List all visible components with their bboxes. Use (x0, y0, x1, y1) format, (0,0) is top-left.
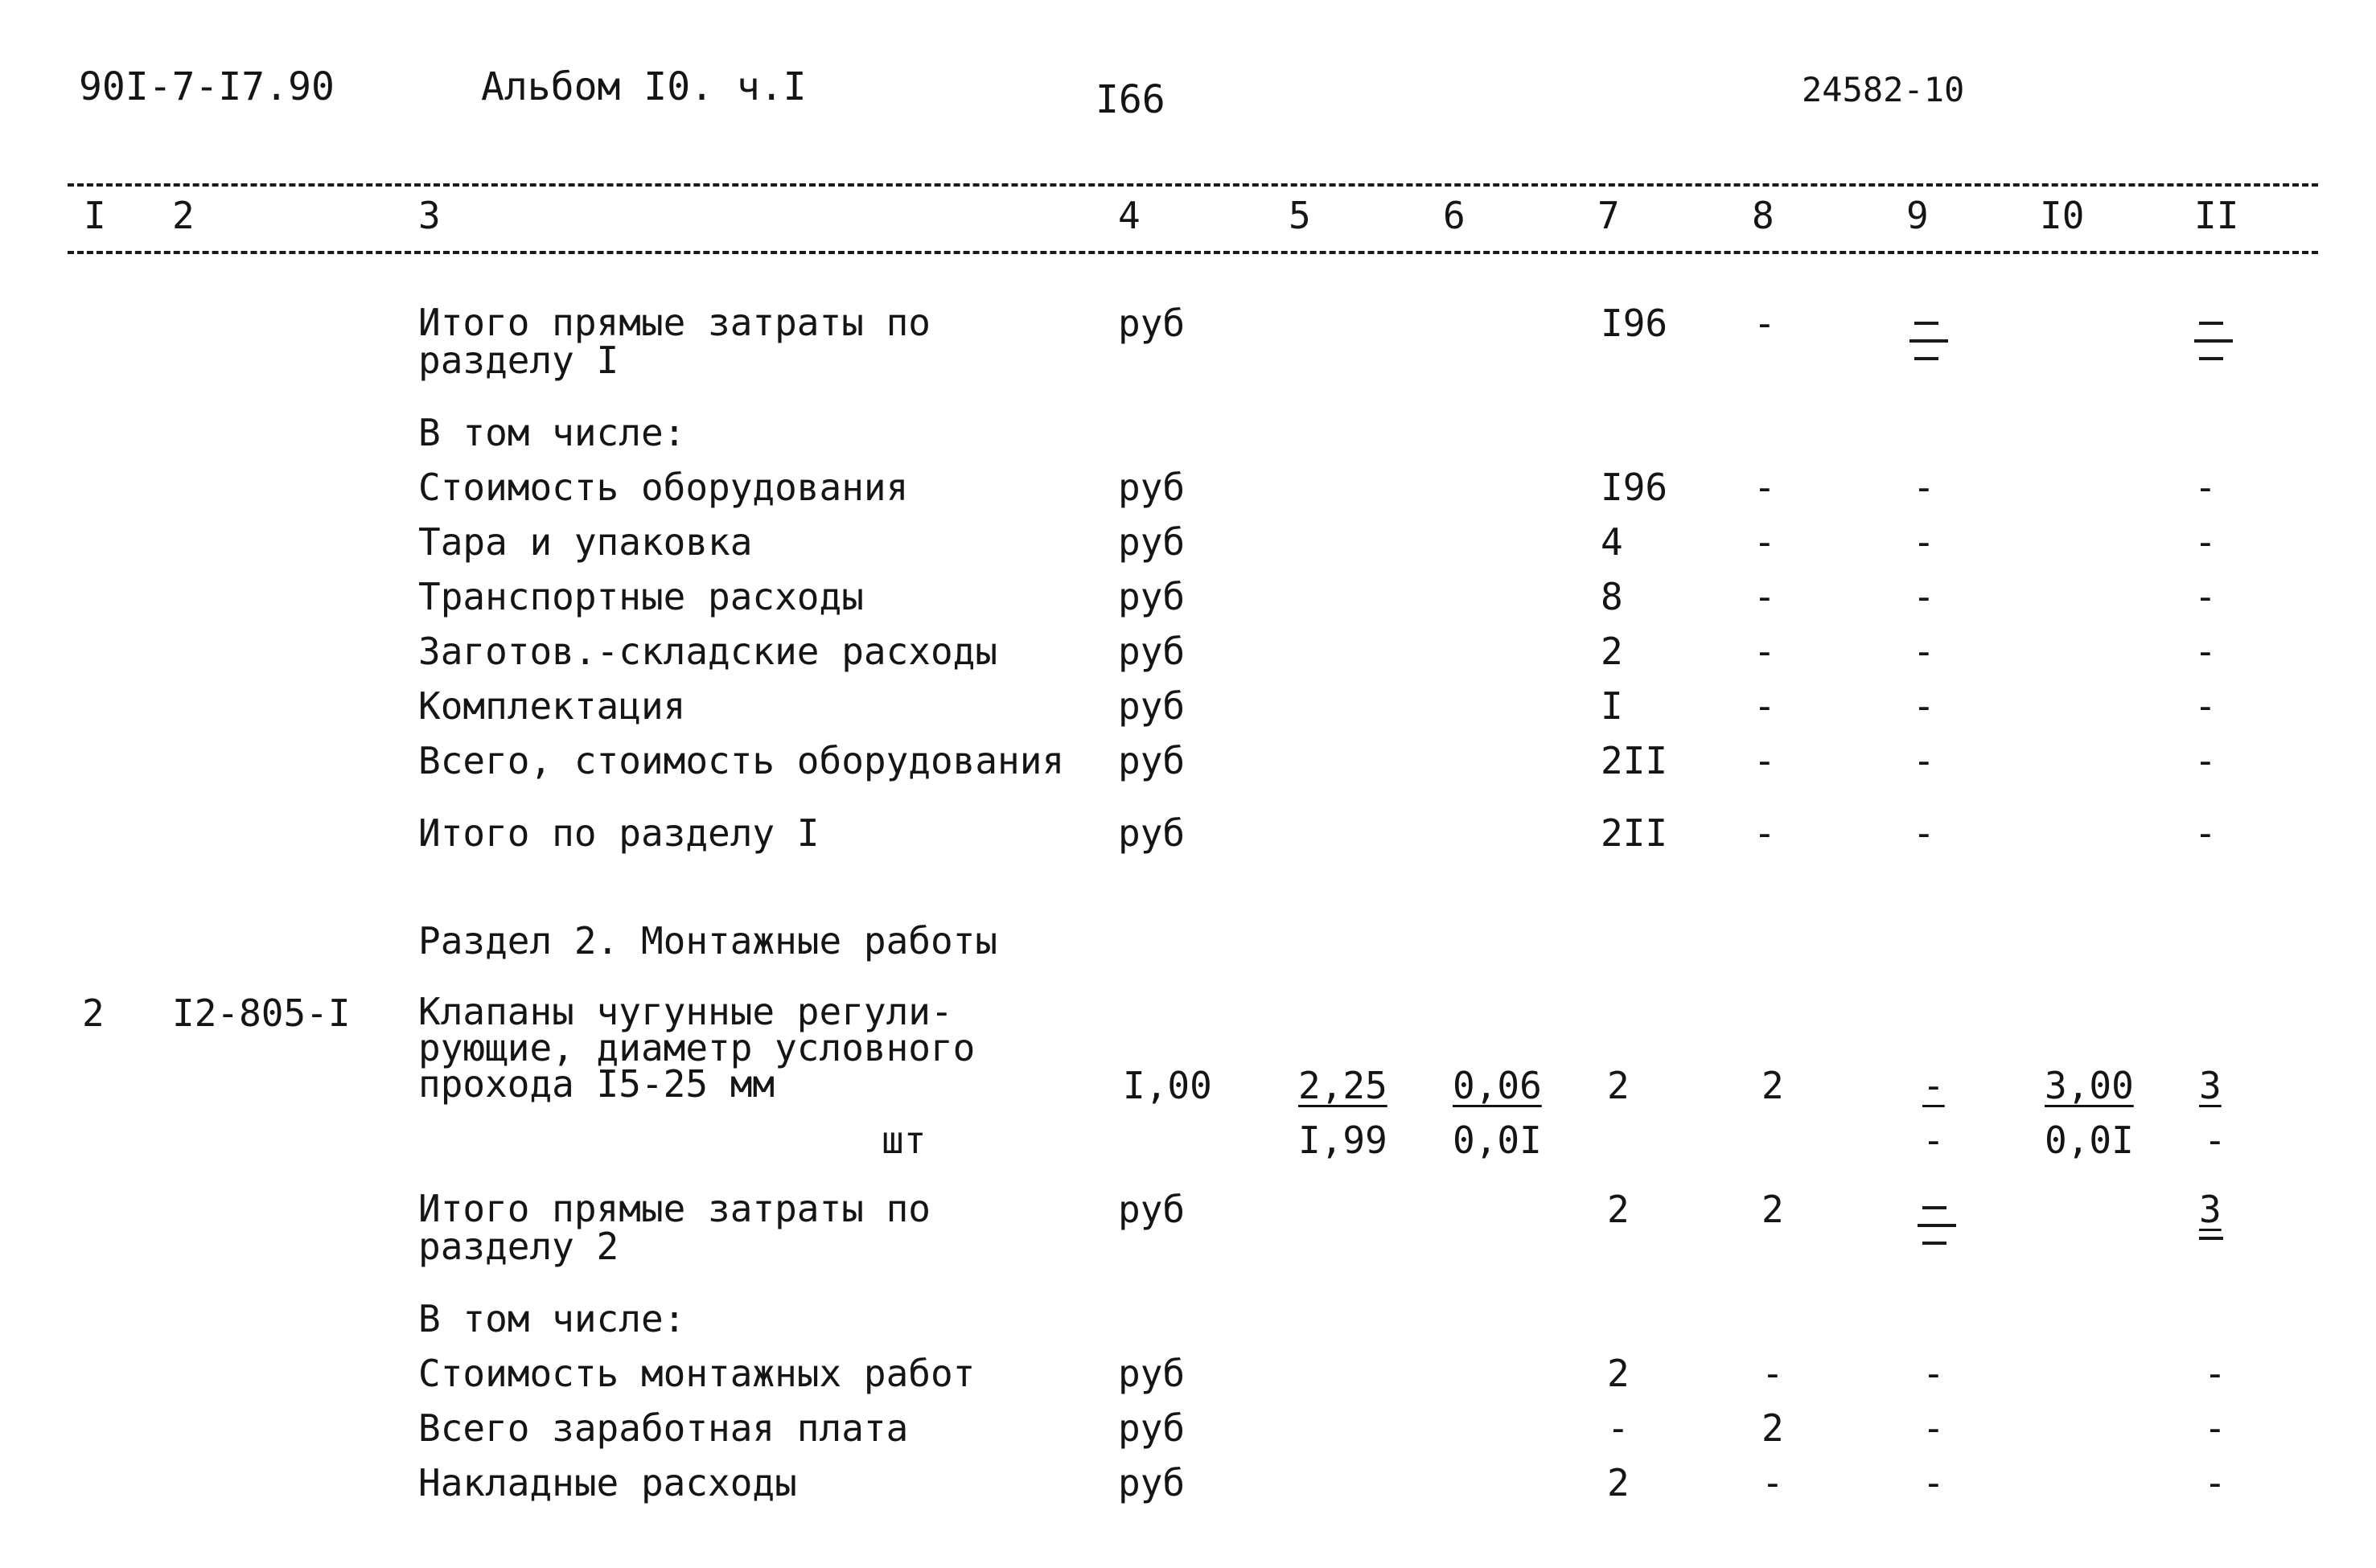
section1-total-direct-unit: руб (1118, 302, 1186, 345)
row-col11: - (2194, 520, 2217, 564)
row-unit: руб (1118, 1406, 1186, 1450)
column-header: 2 (172, 194, 195, 237)
row-unit: руб (1118, 575, 1186, 618)
item-col10-top: 3,00 (2045, 1064, 2134, 1107)
fraction-dash-mark (2194, 322, 2233, 370)
item-col9-top: - (1922, 1064, 1945, 1107)
item-number: 2 (82, 991, 105, 1035)
item-col6-top: 0,06 (1453, 1064, 1542, 1107)
row-col8: - (1753, 739, 1776, 782)
section2-including-label: В том числе: (418, 1297, 686, 1340)
section1-total-col7: 2II (1601, 811, 1668, 855)
row-col11: - (2194, 575, 2217, 618)
section1-total-unit: руб (1118, 811, 1186, 855)
row-label: Всего заработная плата (418, 1406, 909, 1450)
column-header: 9 (1906, 194, 1929, 237)
section2-total-direct-col8: 2 (1761, 1188, 1784, 1231)
item-unit: шт (882, 1119, 927, 1162)
item-col9-bottom: - (1922, 1119, 1945, 1162)
row-col7: 2 (1601, 630, 1623, 673)
row-col9: - (1922, 1406, 1945, 1450)
column-header: I0 (2040, 194, 2085, 237)
item-col11-bottom: - (2204, 1119, 2226, 1162)
fraction-dash-mark (1909, 322, 1948, 370)
section2-total-direct-col7: 2 (1607, 1188, 1630, 1231)
section1-total-label: Итого по разделу I (418, 811, 820, 855)
column-header: 7 (1597, 194, 1620, 237)
section1-total-direct-col8: - (1753, 302, 1776, 345)
row-label: Заготов.-складские расходы (418, 630, 998, 673)
album-title: Альбом I0. ч.I (481, 64, 807, 109)
row-label: Всего, стоимость оборудования (418, 739, 1065, 782)
row-col9: - (1913, 520, 1935, 564)
row-label: Транспортные расходы (418, 575, 864, 618)
row-col9: - (1913, 575, 1935, 618)
item-code: I2-805-I (172, 991, 351, 1035)
item-col8: 2 (1761, 1064, 1784, 1107)
column-header: 8 (1752, 194, 1774, 237)
row-col11: - (2204, 1406, 2226, 1450)
page-number: I66 (1096, 77, 1165, 122)
row-col11: - (2194, 684, 2217, 728)
row-col7: I96 (1601, 466, 1668, 509)
column-header: 6 (1443, 194, 1465, 237)
row-label: Комплектация (418, 684, 686, 728)
row-col7: 2 (1607, 1461, 1630, 1504)
row-col8: - (1761, 1352, 1784, 1395)
row-label: Накладные расходы (418, 1461, 797, 1504)
table-top-rule (68, 183, 2318, 187)
row-col11: - (2204, 1352, 2226, 1395)
row-label: Стоимость оборудования (418, 466, 909, 509)
item-label: Клапаны чугунные регули- рующие, диаметр условного прохода I5-25 мм (418, 990, 976, 1106)
section1-total-direct-col7: I96 (1601, 302, 1668, 345)
item-col7: 2 (1607, 1064, 1630, 1107)
row-col7: - (1607, 1406, 1630, 1450)
row-col9: - (1922, 1461, 1945, 1504)
section1-total-col9: - (1913, 811, 1935, 855)
item-col11-top: 3 (2199, 1064, 2222, 1107)
row-unit: руб (1118, 684, 1186, 728)
row-col11: - (2194, 630, 2217, 673)
item-col6-bottom: 0,0I (1453, 1119, 1542, 1162)
row-col9: - (1913, 739, 1935, 782)
column-header: 5 (1289, 194, 1311, 237)
row-unit: руб (1118, 466, 1186, 509)
row-col11: - (2194, 739, 2217, 782)
row-col7: I (1601, 684, 1623, 728)
row-col7: 2II (1601, 739, 1668, 782)
row-col8: - (1753, 520, 1776, 564)
row-col7: 8 (1601, 575, 1623, 618)
item-col5-bottom: I,99 (1298, 1119, 1387, 1162)
column-header: II (2194, 194, 2239, 237)
row-col8: - (1753, 466, 1776, 509)
item-col4: I,00 (1123, 1064, 1212, 1107)
item-col5-top: 2,25 (1298, 1064, 1387, 1107)
row-col11: - (2204, 1461, 2226, 1504)
section2-title: Раздел 2. Монтажные работы (418, 919, 998, 963)
row-label: Тара и упаковка (418, 520, 753, 564)
row-col7: 4 (1601, 520, 1623, 564)
row-unit: руб (1118, 1352, 1186, 1395)
section2-total-direct-unit: руб (1118, 1188, 1186, 1231)
row-col8: - (1761, 1461, 1784, 1504)
section1-total-direct-label: Итого прямые затраты по разделу I (418, 301, 931, 382)
inventory-number: 24582-10 (1802, 70, 1965, 109)
section1-total-col8: - (1753, 811, 1776, 855)
table-header-rule (68, 251, 2318, 254)
row-unit: руб (1118, 1461, 1186, 1504)
row-col9: - (1922, 1352, 1945, 1395)
row-col9: - (1913, 630, 1935, 673)
section1-total-col11: - (2194, 811, 2217, 855)
column-header: I (84, 194, 106, 237)
column-header: 3 (418, 194, 441, 237)
document-code: 90I-7-I7.90 (79, 64, 335, 109)
row-unit: руб (1118, 520, 1186, 564)
section2-total-direct-label: Итого прямые затраты по разделу 2 (418, 1187, 931, 1268)
column-header: 4 (1118, 194, 1141, 237)
row-col9: - (1913, 466, 1935, 509)
row-col8: - (1753, 684, 1776, 728)
item-col10-bottom: 0,0I (2045, 1119, 2134, 1162)
row-col11: - (2194, 466, 2217, 509)
section1-including-label: В том числе: (418, 411, 686, 454)
fraction-dash-mark (2194, 1206, 2233, 1246)
row-col8: - (1753, 630, 1776, 673)
row-col8: 2 (1761, 1406, 1784, 1450)
row-label: Стоимость монтажных работ (418, 1352, 976, 1395)
section2-total-direct-col11: 3 (2199, 1188, 2222, 1231)
fraction-dash-mark (1918, 1206, 1956, 1254)
row-col9: - (1913, 684, 1935, 728)
row-unit: руб (1118, 739, 1186, 782)
row-col7: 2 (1607, 1352, 1630, 1395)
row-unit: руб (1118, 630, 1186, 673)
row-col8: - (1753, 575, 1776, 618)
